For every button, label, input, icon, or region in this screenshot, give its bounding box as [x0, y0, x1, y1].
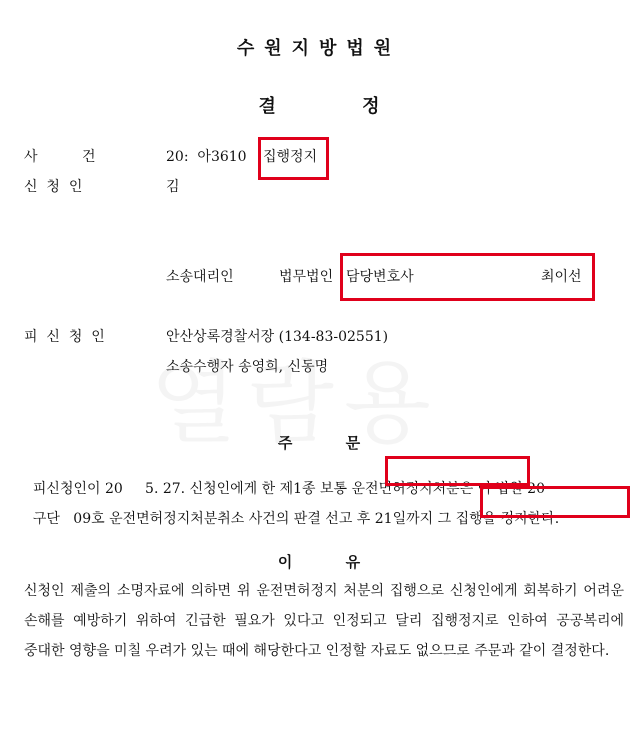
court-name: 수원지방법원	[236, 38, 402, 59]
respondent-performers: 소송수행자 송영희, 신동명	[166, 359, 329, 375]
order-line-1-end: 이 법원 20	[473, 481, 545, 497]
reason-heading: 이 유	[277, 553, 361, 571]
case-label-text: 사 건	[24, 149, 96, 165]
case-name: 집행정지	[263, 149, 318, 165]
order-heading: 주 문	[277, 434, 361, 452]
counsel-role: 담당변호사	[346, 269, 414, 285]
counsel-lawyer: 최이선	[541, 269, 582, 285]
order-line-1-highlighted: 운전면허정지처분은	[351, 481, 474, 497]
reason-text: 신청인 제출의 소명자료에 의하면 위 운전면허정지 처분의 집행으로 신청인에게 회복하기 어려운 손해를 예방하기 위하여 긴급한 필요가 있다고 인정되고 달리 집행정지로 인하여 공공복리에 중대한 영향을 미칠 우려가 있는 때에 해당한다고 인정할 자료도 없으므로 주문과 같이 결정한다.	[24, 583, 624, 659]
case-number: 20: 아3610	[166, 149, 247, 165]
respondent-label: 피 신 청 인	[24, 329, 105, 345]
applicant-label: 신 청 인	[24, 179, 83, 195]
counsel-label: 소송대리인	[166, 269, 234, 285]
case-label	[24, 148, 96, 166]
document-type: 결 정	[258, 96, 380, 117]
order-line-1-highlight-box	[385, 456, 530, 486]
order-line-1-start: 피신청인이 20 5. 27. 신청인에게 한 제1종 보통	[32, 481, 352, 497]
order-line-2-highlighted: 그 집행을 정지한다.	[437, 511, 560, 527]
respondent-name: 안산상록경찰서장 (134-83-02551)	[166, 329, 389, 345]
applicant-name: 김	[166, 179, 180, 195]
counsel-highlight	[340, 253, 595, 301]
counsel-firm: 법무법인	[279, 269, 334, 285]
order-line-2-start: 구단 09호 운전면허정지처분취소 사건의 판결 선고 후 21일까지	[32, 511, 438, 527]
case-name-highlight	[258, 137, 329, 180]
order-line-2-highlight-box	[480, 486, 630, 518]
order-line-2	[24, 492, 559, 528]
